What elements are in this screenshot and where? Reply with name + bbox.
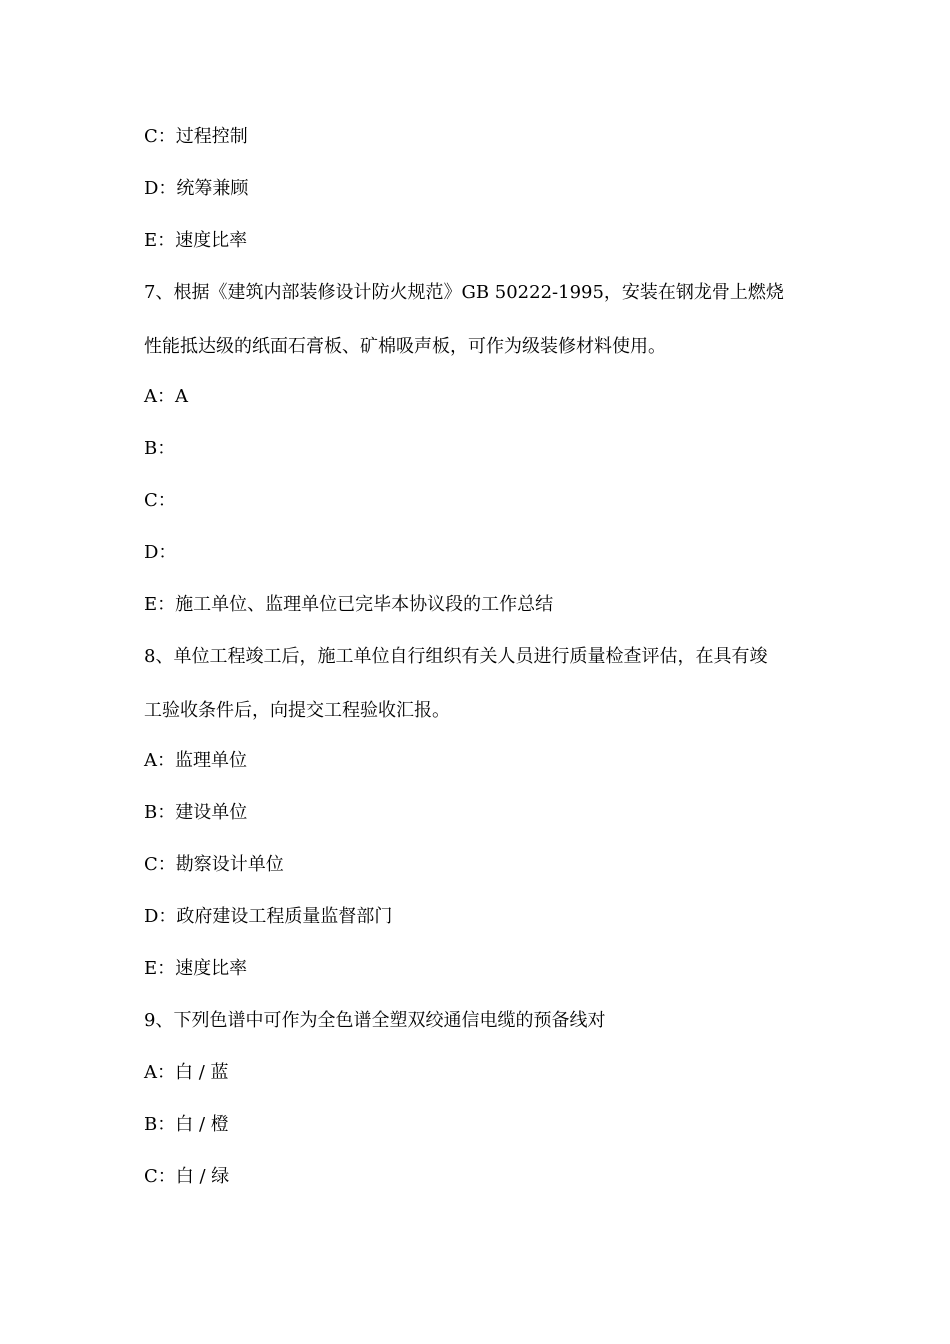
question-8-line-1: 8、单位工程竣工后，施工单位自行组织有关人员进行质量检查评估，在具有竣 bbox=[144, 646, 768, 667]
option-c-q9: C：白 / 绿 bbox=[144, 1166, 230, 1187]
question-7-line-2: 性能抵达级的纸面石膏板、矿棉吸声板，可作为级装修材料使用。 bbox=[144, 336, 666, 357]
question-7-line-1: 7、根据《建筑内部装修设计防火规范》GB 50222-1995，安装在钢龙骨上燃烧 bbox=[144, 282, 784, 303]
option-e-q6: E：速度比率 bbox=[144, 230, 248, 251]
option-a-q7: A：A bbox=[144, 386, 188, 407]
option-e-q7: E：施工单位、监理单位已完毕本协议段的工作总结 bbox=[144, 594, 554, 615]
option-c-q6: C：过程控制 bbox=[144, 126, 248, 147]
option-d-q6: D：统筹兼顾 bbox=[144, 178, 249, 199]
option-d-q7: D： bbox=[144, 542, 177, 563]
option-e-q8: E：速度比率 bbox=[144, 958, 248, 979]
option-b-q9: B：白 / 橙 bbox=[144, 1114, 229, 1135]
question-8-line-2: 工验收条件后，向提交工程验收汇报。 bbox=[144, 700, 450, 721]
option-a-q8: A：监理单位 bbox=[144, 750, 247, 771]
option-b-q8: B：建设单位 bbox=[144, 802, 248, 823]
option-b-q7: B： bbox=[144, 438, 176, 459]
question-9: 9、下列色谱中可作为全色谱全塑双绞通信电缆的预备线对 bbox=[144, 1010, 606, 1031]
option-c-q8: C：勘察设计单位 bbox=[144, 854, 284, 875]
option-a-q9: A：白 / 蓝 bbox=[144, 1062, 229, 1083]
option-d-q8: D：政府建设工程质量监督部门 bbox=[144, 906, 393, 927]
option-c-q7: C： bbox=[144, 490, 176, 511]
